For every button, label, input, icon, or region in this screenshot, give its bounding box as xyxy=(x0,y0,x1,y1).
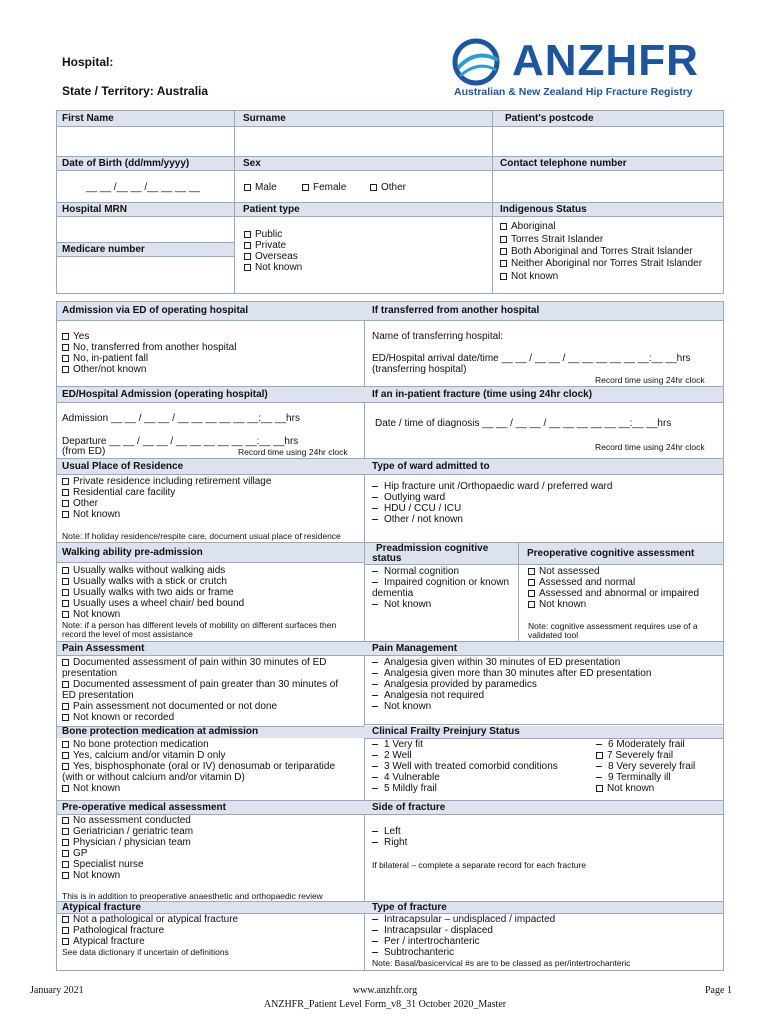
ward-hdu[interactable]: HDU / CCU / ICU xyxy=(372,503,461,514)
frailty-title: Clinical Frailty Preinjury Status xyxy=(372,726,520,737)
patient-type-overseas[interactable]: Overseas xyxy=(244,251,298,262)
atypical-not[interactable]: Not a pathological or atypical fracture xyxy=(62,914,238,925)
fracture-undisplaced[interactable]: Intracapsular – undisplaced / impacted xyxy=(372,914,555,925)
atypical-note: See data dictionary if uncertain of definitions xyxy=(62,947,229,957)
indigenous-label: Indigenous Status xyxy=(500,204,587,215)
analgesia-after-30[interactable]: Analgesia given more than 30 minutes after ED presentation xyxy=(372,668,651,679)
walking-note-1: Note: if a person has different levels of mobility on different surfaces then xyxy=(62,620,337,630)
inpatient-title: If an in-patient fracture (time using 24hr clock) xyxy=(372,389,593,400)
preop-med-note: This is in addition to preoperative anaesthetic and orthopaedic review xyxy=(62,891,323,901)
pain-assessment-title: Pain Assessment xyxy=(62,643,145,654)
residence-title: Usual Place of Residence xyxy=(62,461,184,472)
surname-label: Surname xyxy=(243,113,286,124)
pain-not-known[interactable]: Not known or recorded xyxy=(62,712,174,723)
from-ed-label: (from ED) xyxy=(62,446,106,457)
residence-care[interactable]: Residential care facility xyxy=(62,487,175,498)
preop-cog-normal[interactable]: Assessed and normal xyxy=(528,577,635,588)
bone-bisphosphonate-cont: (with or without calcium and/or vitamin D) xyxy=(62,772,245,783)
indigenous-not-known[interactable]: Not known xyxy=(500,271,558,282)
walking-frame[interactable]: Usually walks with two aids or frame xyxy=(62,587,234,598)
footer-page: Page 1 xyxy=(705,985,732,996)
anzhfr-logo xyxy=(448,38,718,100)
footer-date: January 2021 xyxy=(30,985,84,996)
logo-subtitle: Australian & New Zealand Hip Fracture Registry xyxy=(454,86,693,98)
analgesia-not-known[interactable]: Not known xyxy=(372,701,431,712)
medicare-label: Medicare number xyxy=(62,244,145,255)
walking-title: Walking ability pre-admission xyxy=(62,547,203,558)
pain-within-30-cont: presentation xyxy=(62,668,118,679)
bone-title: Bone protection medication at admission xyxy=(62,726,259,737)
transfer-record-note: Record time using 24hr clock xyxy=(595,375,705,385)
inpatient-record-note: Record time using 24hr clock xyxy=(595,442,705,452)
residence-other[interactable]: Other xyxy=(62,498,98,509)
transfer-title: If transferred from another hospital xyxy=(372,305,540,316)
bone-none[interactable]: No bone protection medication xyxy=(62,739,209,750)
walking-no-aids[interactable]: Usually walks without walking aids xyxy=(62,565,225,576)
pain-over-30-cont: ED presentation xyxy=(62,690,134,701)
preop-cog-not-assessed[interactable]: Not assessed xyxy=(528,566,600,577)
pain-over-30[interactable]: Documented assessment of pain greater than 30 minutes of xyxy=(62,679,338,690)
walking-not-known[interactable]: Not known xyxy=(62,609,120,620)
transfer-arrival-note: (transferring hospital) xyxy=(372,364,467,375)
bone-bisphosphonate[interactable]: Yes, bisphosphonate (oral or IV) denosumab or teriparatide xyxy=(62,761,335,772)
residence-not-known[interactable]: Not known xyxy=(62,509,120,520)
postcode-label: Patient's postcode xyxy=(505,113,594,124)
admission-datetime[interactable]: Admission __ __ / __ __ / __ __ __ __ __ __:__ __hrs xyxy=(62,413,300,424)
residence-private[interactable]: Private residence including retirement village xyxy=(62,476,271,487)
preop-med-nurse[interactable]: Specialist nurse xyxy=(62,859,144,870)
fracture-note: Note: Basal/basicervical #s are to be classed as per/intertrochanteric xyxy=(372,958,631,968)
sex-label: Sex xyxy=(243,158,261,169)
walking-wheelchair[interactable]: Usually uses a wheel chair/ bed bound xyxy=(62,598,244,609)
walking-stick[interactable]: Usually walks with a stick or crutch xyxy=(62,576,227,587)
fracture-intertrochanteric[interactable]: Per / intertrochanteric xyxy=(372,936,480,947)
frailty-3[interactable]: 3 Well with treated comorbid conditions xyxy=(372,761,558,772)
sex-other-option[interactable]: Other xyxy=(370,182,406,193)
fracture-type-title: Type of fracture xyxy=(372,902,447,913)
ward-outlying[interactable]: Outlying ward xyxy=(372,492,445,503)
indigenous-torres[interactable]: Torres Strait Islander xyxy=(500,234,603,245)
cognition-normal[interactable]: Normal cognition xyxy=(372,566,459,577)
preop-med-gp[interactable]: GP xyxy=(62,848,87,859)
pain-within-30[interactable]: Documented assessment of pain within 30 minutes of ED xyxy=(62,657,326,668)
preop-cognitive-title: Preoperative cognitive assessment xyxy=(527,548,695,559)
frailty-9[interactable]: 9 Terminally ill xyxy=(596,772,671,783)
side-note: If bilateral – complete a separate record for each fracture xyxy=(372,860,587,870)
logo-title: ANZHFR xyxy=(512,36,699,85)
cognitive-title-2: status xyxy=(372,553,402,564)
fracture-displaced[interactable]: Intracapsular - displaced xyxy=(372,925,493,936)
cognitive-title: Preadmission cognitive xyxy=(376,543,489,554)
indigenous-aboriginal[interactable]: Aboriginal xyxy=(500,221,555,232)
admission-ed-transferred[interactable]: No, transferred from another hospital xyxy=(62,342,236,353)
atypical-atypical[interactable]: Atypical fracture xyxy=(62,936,145,947)
walking-note-2: record the level of most assistance xyxy=(62,629,193,639)
footer-form: ANZHFR_Patient Level Form_v8_31 October 2020_Master xyxy=(263,999,507,1010)
atypical-title: Atypical fracture xyxy=(62,902,141,913)
preop-cog-not-known[interactable]: Not known xyxy=(528,599,586,610)
cognition-impaired[interactable]: Impaired cognition or known xyxy=(372,577,509,588)
residence-note: Note: If holiday residence/respite care, document usual place of residence xyxy=(62,531,341,541)
preop-med-not-known[interactable]: Not known xyxy=(62,870,120,881)
cognition-dementia: dementia xyxy=(372,588,414,599)
frailty-not-known[interactable]: Not known xyxy=(596,783,654,794)
analgesia-paramedics[interactable]: Analgesia provided by paramedics xyxy=(372,679,537,690)
ward-hip-unit[interactable]: Hip fracture unit /Orthopaedic ward / preferred ward xyxy=(372,481,612,492)
frailty-2[interactable]: 2 Well xyxy=(372,750,412,761)
patient-type-label: Patient type xyxy=(243,204,300,215)
analgesia-within-30[interactable]: Analgesia given within 30 minutes of ED presentation xyxy=(372,657,620,668)
preop-cog-note-2: validated tool xyxy=(528,630,579,640)
frailty-6[interactable]: 6 Moderately frail xyxy=(596,739,685,750)
checkbox-icon xyxy=(244,184,251,191)
admission-ed-title: Admission via ED of operating hospital xyxy=(62,305,249,316)
side-right[interactable]: Right xyxy=(372,837,407,848)
frailty-8[interactable]: 8 Very severely frail xyxy=(596,761,695,772)
side-title: Side of fracture xyxy=(372,802,446,813)
phone-label: Contact telephone number xyxy=(500,158,627,169)
sex-female-option[interactable]: Female xyxy=(302,182,346,193)
patient-type-public[interactable]: Public xyxy=(244,229,282,240)
globe-icon xyxy=(448,38,508,86)
transfer-hospital-name[interactable]: Name of transferring hospital: xyxy=(372,331,504,342)
preop-med-physician[interactable]: Physician / physician team xyxy=(62,837,191,848)
dob-field[interactable]: __ __ /__ __ /__ __ __ __ xyxy=(86,182,200,193)
first-name-label: First Name xyxy=(62,113,114,124)
cognition-not-known[interactable]: Not known xyxy=(372,599,431,610)
bone-calcium[interactable]: Yes, calcium and/or vitamin D only xyxy=(62,750,225,761)
indigenous-both[interactable]: Both Aboriginal and Torres Strait Islander xyxy=(500,246,693,257)
sex-male-option[interactable]: Male xyxy=(244,182,277,193)
diagnosis-datetime[interactable]: Date / time of diagnosis __ __ / __ __ / __ __ __ __ __ __:__ __hrs xyxy=(375,418,672,429)
departure-datetime[interactable]: Departure __ __ / __ __ / __ __ __ __ __ __:__ __hrs xyxy=(62,436,299,447)
bone-not-known[interactable]: Not known xyxy=(62,783,120,794)
atypical-pathological[interactable]: Pathological fracture xyxy=(62,925,164,936)
side-left[interactable]: Left xyxy=(372,826,401,837)
fracture-subtrochanteric[interactable]: Subtrochanteric xyxy=(372,947,454,958)
ed-record-note: Record time using 24hr clock xyxy=(238,447,348,457)
ward-title: Type of ward admitted to xyxy=(372,461,490,472)
preop-med-geriatrician[interactable]: Geriatrician / geriatric team xyxy=(62,826,193,837)
dob-label: Date of Birth (dd/mm/yyyy) xyxy=(62,158,190,169)
admission-ed-yes[interactable]: Yes xyxy=(62,331,89,342)
frailty-4[interactable]: 4 Vulnerable xyxy=(372,772,440,783)
pain-management-title: Pain Management xyxy=(372,643,458,654)
pain-not-documented[interactable]: Pain assessment not documented or not done xyxy=(62,701,277,712)
frailty-7[interactable]: 7 Severely frail xyxy=(596,750,673,761)
preop-cog-note-1: Note: cognitive assessment requires use of a xyxy=(528,621,698,631)
analgesia-not-required[interactable]: Analgesia not required xyxy=(372,690,484,701)
ed-admission-title: ED/Hospital Admission (operating hospital) xyxy=(62,389,268,400)
patient-type-not-known[interactable]: Not known xyxy=(244,262,302,273)
transfer-arrival[interactable]: ED/Hospital arrival date/time __ __ / __ __ / __ __ __ __ __ __:__ __hrs xyxy=(372,353,691,364)
frailty-1[interactable]: 1 Very fit xyxy=(372,739,423,750)
admission-ed-other[interactable]: Other/not known xyxy=(62,364,146,375)
ward-other[interactable]: Other / not known xyxy=(372,514,463,525)
checkbox-icon xyxy=(302,184,309,191)
indigenous-neither[interactable]: Neither Aboriginal nor Torres Strait Islander xyxy=(500,258,702,269)
admission-ed-inpatient[interactable]: No, in-patient fall xyxy=(62,353,148,364)
frailty-5[interactable]: 5 Mildly frail xyxy=(372,783,437,794)
checkbox-icon xyxy=(370,184,377,191)
mrn-label: Hospital MRN xyxy=(62,204,127,215)
patient-type-private[interactable]: Private xyxy=(244,240,286,251)
hospital-label: Hospital: xyxy=(62,55,114,69)
preop-med-none[interactable]: No assessment conducted xyxy=(62,815,191,826)
preop-cog-abnormal[interactable]: Assessed and abnormal or impaired xyxy=(528,588,699,599)
state-label: State / Territory: Australia xyxy=(62,84,209,98)
footer-url[interactable]: www.anzhfr.org xyxy=(352,985,418,996)
preop-med-title: Pre-operative medical assessment xyxy=(62,802,226,813)
